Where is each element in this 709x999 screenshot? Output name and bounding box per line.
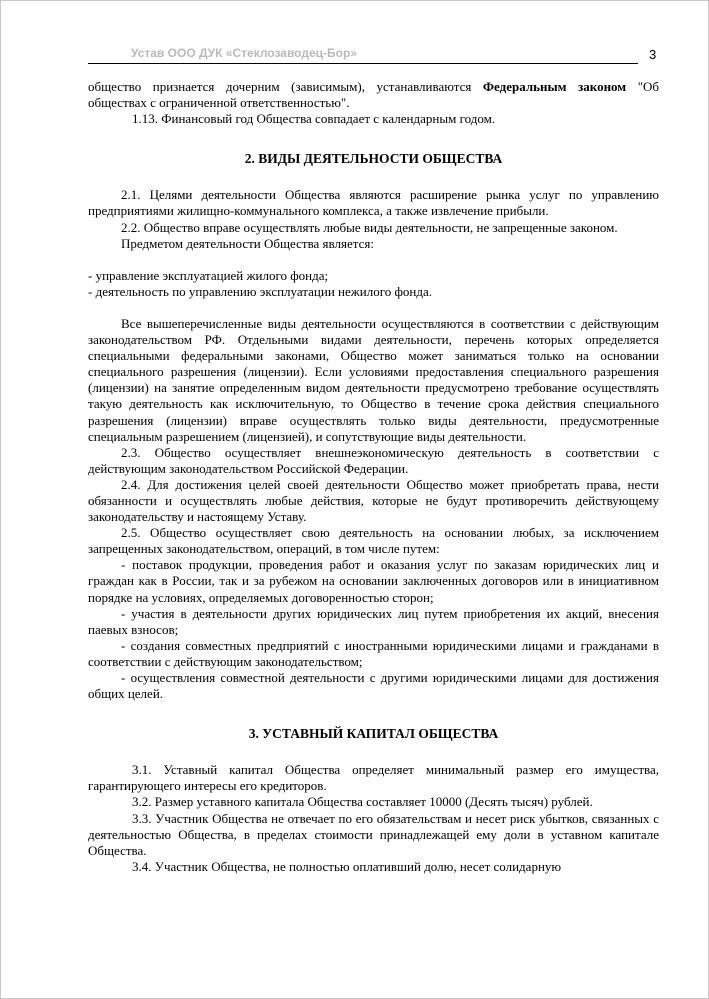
document-body — [88, 79, 659, 875]
page-header — [88, 46, 638, 64]
section-2-heading: 2. ВИДЫ ДЕЯТЕЛЬНОСТИ ОБЩЕСТВА — [244, 151, 503, 167]
paragraph-3-3: 3.3. Участник Общества не отвечает по его обязательствам и несет риск убытков, связанных с деятельностью Общества, в пределах стоимости принадлежащей ему доли в уставном капитале Общества. — [88, 810, 659, 858]
paragraph-all-activities: Все вышеперечисленные виды деятельности осуществляются в соответствии с действующим законодательством РФ. Отдельными видами деятельности, перечень которых определяется специальными федеральными законами, Общество может заниматься только на основании специального разрешения (лицензии). Если условиями предоставления специального разрешения (лицензии) на занятие определенным видом деятельности предусмотрено требование осуществлять такую деятельность как исключительную, то Общество в течение срока действия специального разрешения (лицензии) вправе осуществлять только виды деятельности, предусмотренные специальным разрешением (лицензией), и сопутствующие виды деятельности. — [88, 315, 659, 444]
paragraph-2-5: 2.5. Общество осуществляет свою деятельность на основании любых, за исключением запрещенных законодательством, операций, в том числе путем: — [88, 525, 659, 557]
paragraph-subject: Предметом деятельности Общества является: — [121, 235, 374, 251]
page-number: 3 — [649, 47, 657, 62]
text-run: "Об обществах с ограниченной ответственностью". — [88, 79, 659, 111]
section-3-heading: 3. УСТАВНЫЙ КАПИТАЛ ОБЩЕСТВА — [248, 726, 499, 742]
paragraph-3-4: 3.4. Участник Общества, не полностью оплативший долю, несет солидарную — [132, 858, 562, 874]
text-run: общество признается дочерним (зависимым), устанавливаются — [88, 79, 483, 94]
bullet-4: - осуществления совместной деятельности с другими юридическими лицами для достижения общих целей. — [88, 670, 659, 702]
bullet-1: - поставок продукции, проведения работ и оказания услуг по заказам юридических лиц и граждан как в России, так и за рубежом на основании заключенных договоров или в инициативном порядке на условиях, определяемых договоренностью сторон; — [88, 557, 659, 605]
paragraph-3-2: 3.2. Размер уставного капитала Общества составляет 10000 (Десять тысяч) рублей. — [132, 794, 593, 810]
bullet-2: - участия в деятельности других юридических лиц путем приобретения их акций, внесения паевых взносов; — [88, 605, 659, 637]
paragraph-2-2: 2.2. Общество вправе осуществлять любые виды деятельности, не запрещенные законом. — [121, 219, 618, 235]
paragraph-section1-tail — [88, 79, 659, 111]
list-item-1: - управление эксплуатацией жилого фонда; — [88, 267, 329, 283]
header-title: Устав ООО ДУК «Стеклозаводец-Бор» — [131, 46, 357, 60]
paragraph-2-1: 2.1. Целями деятельности Общества являются расширение рынка услуг по управлению предприятиями жилищно-коммунального комплекса, а также извлечение прибыли. — [88, 187, 659, 219]
spacer — [88, 252, 659, 268]
paragraph-1-13: 1.13. Финансовый год Общества совпадает с календарным годом. — [132, 111, 496, 127]
bullet-3: - создания совместных предприятий с иностранными юридическими лицами и гражданами в соответствии с действующим законодательством; — [88, 637, 659, 669]
paragraph-2-4: 2.4. Для достижения целей своей деятельности Общество может приобретать права, нести обязанности и осуществлять любые действия, которые не будут противоречить действующему законодательству и настоящему Уставу. — [88, 476, 659, 525]
spacer — [88, 300, 659, 316]
paragraph-2-3: 2.3. Общество осуществляет внешнеэкономическую деятельность в соответствии с действующим законодательством Российской Федерации. — [88, 444, 659, 476]
list-item-2: - деятельность по управлению эксплуатации нежилого фонда. — [88, 283, 432, 299]
paragraph-3-1: 3.1. Уставный капитал Общества определяет минимальный размер его имущества, гарантирующего интересы его кредиторов. — [88, 762, 659, 794]
bold-text-run: Федеральным законом — [482, 79, 627, 94]
